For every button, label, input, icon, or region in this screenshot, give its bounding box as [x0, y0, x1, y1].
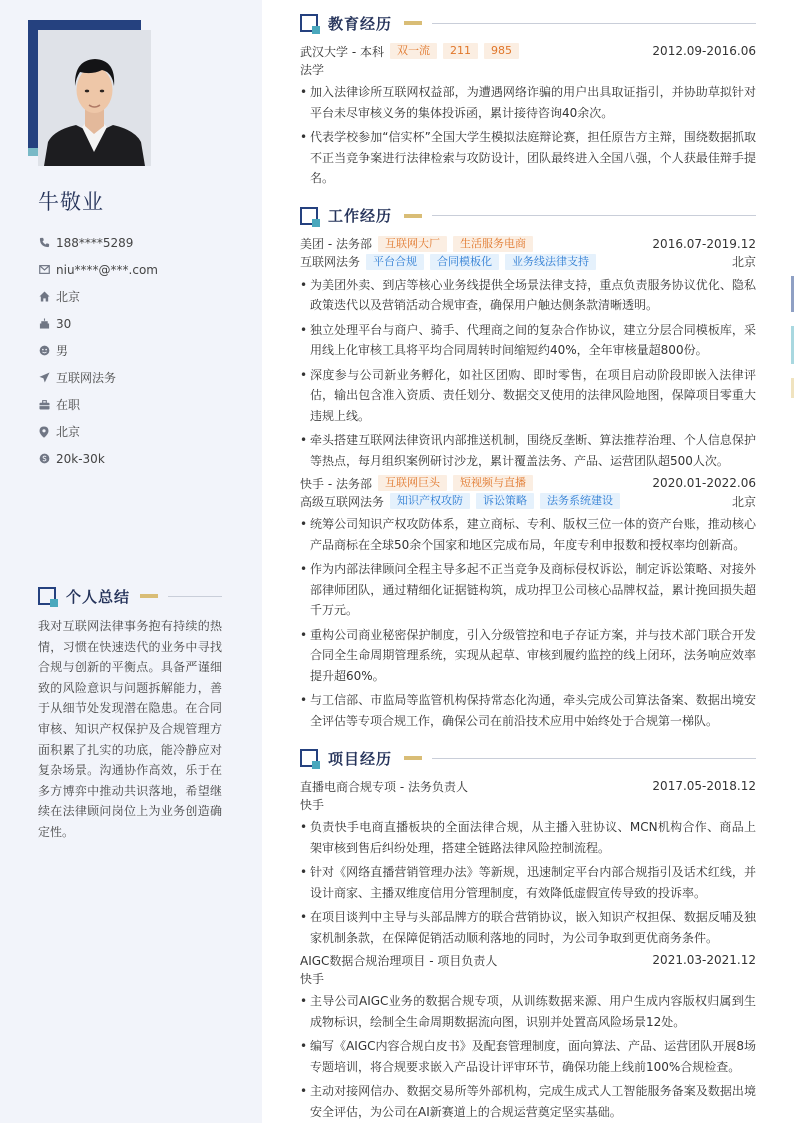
info-phone [38, 229, 238, 256]
bullet-item: • 在项目谈判中主导与头部品牌方的联合营销协议，嵌入知识产权担保、数据反哺及独家机制条款，在保障促销活动顺利落地的同时，为公司争取到更优商务条件。 [300, 910, 756, 945]
job-entry [300, 235, 756, 472]
info-email [38, 256, 238, 283]
job-role: 互联网法务 [300, 255, 361, 269]
job-city: 北京 [731, 494, 756, 509]
sidebar [0, 0, 262, 1123]
header-rule [432, 758, 756, 759]
header-rule [432, 23, 756, 24]
bullet-item: • 主动对接网信办、数据交易所等外部机构，完成生成式人工智能服务备案及数据出境安全评估，为公司在AI新赛道上的合规运营奠定坚实基础。 [300, 1084, 756, 1119]
person-name: 牛敬业 [38, 190, 104, 214]
info-status [38, 391, 238, 418]
edu-period: 2012.09-2016.06 [652, 44, 756, 58]
education-title: 教育经历 [328, 14, 393, 33]
info-industry [38, 364, 238, 391]
briefcase-icon [38, 399, 50, 411]
section-marker-icon [300, 14, 318, 32]
age-value: 30 [56, 316, 72, 331]
salary-icon [38, 453, 50, 465]
company-name: 快手 - 法务部 [300, 476, 372, 491]
project-name: AIGC数据合规治理项目 - 项目负责人 [300, 953, 498, 968]
gold-accent [404, 756, 422, 760]
section-marker-icon [300, 207, 318, 225]
skill-tag: 业务线法律支持 [505, 254, 596, 270]
gold-accent [404, 21, 422, 25]
job-city: 北京 [731, 255, 756, 269]
job-role: 高级互联网法务 [300, 494, 385, 509]
job-period: 2016.07-2019.12 [652, 236, 756, 251]
bullet-item: • 针对《网络直播营销管理办法》等新规，迅速制定平台内部合规指引及话术红线，并设计商家、主播双维度信用分管理制度，有效降低虚假宣传导致的投诉率。 [300, 865, 756, 900]
avatar [38, 30, 151, 166]
section-marker-icon [38, 587, 56, 605]
header-rule [432, 215, 756, 216]
phone-value: 188****5289 [56, 235, 134, 250]
project-entry [300, 777, 756, 948]
bullet-item: • 重构公司商业秘密保护制度，引入分级管控和电子存证方案，并与技术部门联合开发合同全生命周期管理系统，实现从起草、审核到履约监控的线上闭环，法务响应效率提升超60%。 [300, 627, 756, 683]
info-target-city [38, 418, 238, 445]
target-city-value: 北京 [56, 425, 81, 439]
gender-icon [38, 345, 50, 357]
skill-tag: 诉讼策略 [476, 493, 534, 509]
project-period: 2017.05-2018.12 [652, 779, 756, 793]
summary-text: 我对互联网法律事务抱有持续的热情，习惯在快速迭代的业务中寻找合规与创新的平衡点。具备严谨细致的风险意识与问题拆解能力，善于从细节处发现潜在隐患。在合同审核、知识产权保护及合规管理方面积累了扎实的功底，能冷静应对复杂场景。沟通协作高效，乐于在多方博弈中推动共识落地，希望继续在法律顾问岗位上为业务创造确定性。 [38, 619, 222, 839]
company-tag: 互联网大厂 [378, 236, 447, 252]
summary-header [38, 585, 222, 607]
main-content [300, 12, 756, 1122]
location-pin-icon [38, 426, 50, 438]
bullet-item: • 统筹公司知识产权攻防体系，建立商标、专利、版权三位一体的资产台账，推动核心产品商标在全球50余个国家和地区完成布局，年度专利申报数和授权率均创新高。 [300, 517, 756, 552]
bullet-item: • 深度参与公司新业务孵化，如社区团购、即时零售，在项目启动阶段即嵌入法律评估，输出包含准入资质、责任划分、数据交叉使用的法律风险地图，保障项目零重大违规上线。 [300, 367, 756, 423]
edu-tag: 双一流 [390, 43, 437, 59]
major: 法学 [300, 62, 325, 77]
bullet-item: • 编写《AIGC内容合规白皮书》及配套管理制度，面向算法、产品、运营团队开展8场专题培训，将合规要求嵌入产品设计评审环节，确保功能上线前100%合规检查。 [300, 1039, 756, 1074]
industry-value: 互联网法务 [56, 371, 117, 385]
salary-value: 20k-30k [56, 451, 105, 466]
work-header [300, 205, 756, 227]
location-value: 北京 [56, 290, 81, 304]
gold-accent [404, 214, 422, 218]
info-salary [38, 445, 238, 472]
bullet-item: • 牵头搭建互联网法律资讯内部推送机制，围绕反垄断、算法推荐治理、个人信息保护等热点，每月组织案例研讨沙龙，累计覆盖法务、产品、运营团队超500人次。 [300, 433, 756, 468]
edu-tag: 985 [484, 43, 519, 59]
work-title: 工作经历 [328, 207, 393, 225]
info-location [38, 283, 238, 310]
job-entry [300, 474, 756, 731]
bullet-item: • 与工信部、市监局等监管机构保持常态化沟通，牵头完成公司算法备案、数据出境安全评估等专项合规工作，确保公司在前沿技术应用中始终处于合规第一梯队。 [300, 693, 756, 728]
skill-tag: 平台合规 [366, 254, 424, 270]
job-period: 2020.01-2022.06 [652, 476, 756, 490]
email-value: niu****@***.com [56, 262, 158, 277]
gender-value: 男 [56, 344, 69, 358]
send-icon [38, 372, 50, 384]
bullet-item: • 加入法律诊所互联网权益部，为遭遇网络诈骗的用户出具取证指引，并协助草拟针对平台未尽审核义务的集体投诉函，累计接待咨询40余次。 [300, 85, 756, 120]
header-rule [168, 596, 222, 597]
bullet-item: • 作为内部法律顾问全程主导多起不正当竞争及商标侵权诉讼，制定诉讼策略、对接外部律师团队，通过精细化证据链构筑，成功捍卫公司核心品牌权益，累计挽回损失超千万元。 [300, 562, 756, 617]
company-name: 美团 - 法务部 [300, 237, 372, 251]
section-marker-icon [300, 749, 318, 767]
info-age [38, 310, 238, 337]
contact-info [38, 229, 238, 472]
gold-accent [140, 594, 158, 598]
info-gender [38, 337, 238, 364]
skill-tag: 法务系统建设 [540, 493, 620, 509]
project-entry [300, 951, 756, 1122]
company-tag: 互联网巨头 [378, 475, 447, 491]
phone-icon [38, 237, 50, 249]
education-entry [300, 42, 756, 189]
edu-tag: 211 [443, 43, 478, 59]
project-name: 直播电商合规专项 - 法务负责人 [300, 779, 468, 794]
school-name: 武汉大学 - 本科 [300, 44, 384, 59]
company-tag: 短视频与直播 [453, 475, 533, 491]
bullet-item: • 主导公司AIGC业务的数据合规专项，从训练数据来源、用户生成内容版权归属到生成物标识，绘制全生命周期数据流向图，识别并处置高风险场景12处。 [300, 994, 756, 1029]
projects-header [300, 747, 756, 769]
bullet-item: • 负责快手电商直播板块的全面法律合规，从主播入驻协议、MCN机构合作、商品上架审核到售后纠纷处理，搭建全链路法律风险控制流程。 [300, 820, 756, 855]
bullet-item: • 为美团外卖、到店等核心业务线提供全场景法律支持，重点负责服务协议优化、隐私政策迭代以及营销活动合规审查，确保用户触达侧条款清晰透明。 [300, 277, 756, 312]
skill-tag: 知识产权攻防 [390, 493, 470, 509]
email-icon [38, 264, 50, 276]
home-icon [38, 291, 50, 303]
project-period: 2021.03-2021.12 [652, 953, 756, 967]
status-value: 在职 [56, 398, 81, 412]
projects-title: 项目经历 [328, 749, 393, 768]
project-org: 快手 [300, 971, 325, 986]
skill-tag: 合同模板化 [430, 254, 499, 270]
summary-title: 个人总结 [66, 587, 131, 606]
project-org: 快手 [300, 797, 325, 812]
photo-frame-accent [28, 148, 38, 156]
company-tag: 生活服务电商 [453, 236, 533, 252]
cake-icon [38, 318, 50, 330]
education-header [300, 12, 756, 34]
bullet-item: • 独立处理平台与商户、骑手、代理商之间的复杂合作协议，建立分层合同模板库，采用线上化审核工具将平均合同周转时间缩短约40%，全年审核量超800份。 [300, 322, 756, 357]
bullet-item: • 代表学校参加“信实杯”全国大学生模拟法庭辩论赛，担任原告方主辩，围绕数据抓取不正当竞争案进行法律检索与攻防设计，团队最终进入全国八强，个人获最佳辩手提名。 [300, 130, 756, 185]
